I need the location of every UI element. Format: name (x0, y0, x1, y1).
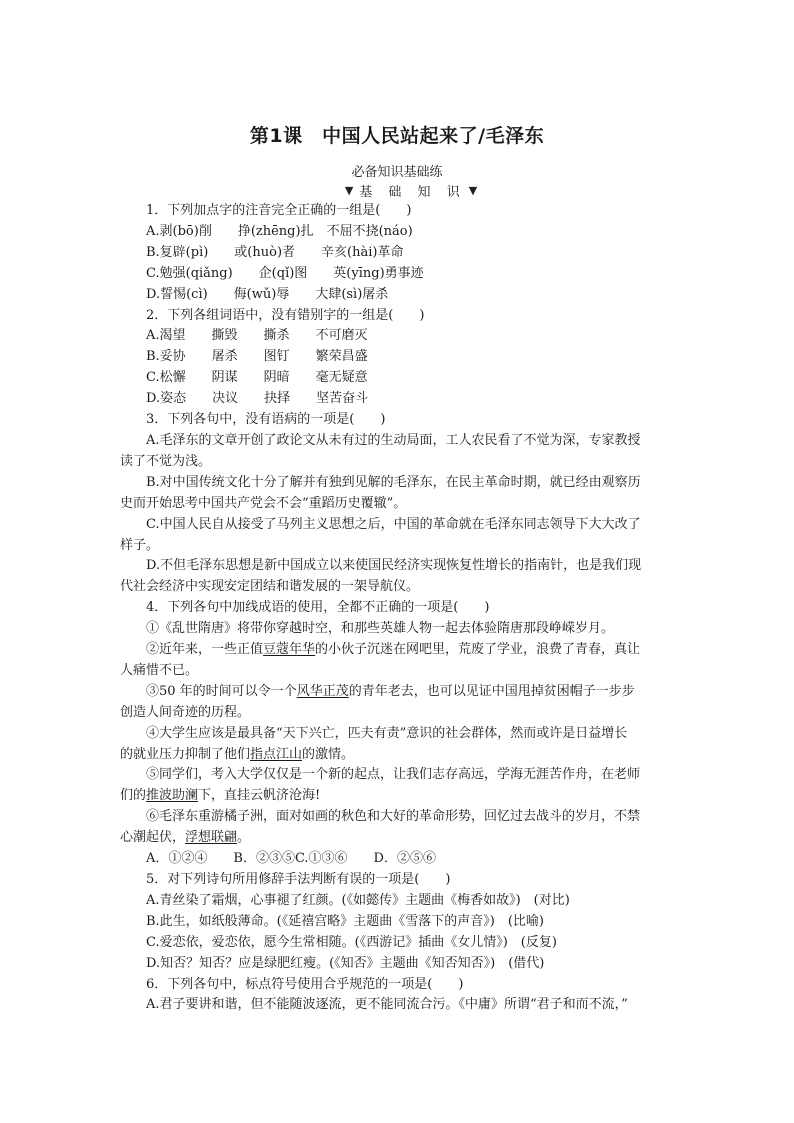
text-span: 的青年老去，也可以见证中国甩掉贫困帽子一步步 (348, 683, 635, 699)
q3-option-c-line2: 样子。 (120, 537, 160, 553)
q4-options: A．①②④ B．②③⑤C.①③⑥ D．②⑤⑥ (146, 851, 436, 867)
text-span: 下，直挂云帆济沧海! (198, 788, 321, 804)
q1-option-d: D.誓惕(cì) 侮(wǔ)辱 大肆(sì)屠杀 (146, 286, 389, 302)
q2-option-c: C.松懈 阴谋 阴暗 毫无疑意 (146, 370, 368, 386)
q3-option-d-line1: D.不但毛泽东思想是新中国成立以来使国民经济实现恢复性增长的指南针，也是我们现 (146, 558, 642, 574)
q4-sentence-2 (146, 640, 676, 661)
q5-option-c: C.爱恋依，爱恋依，愿今生常相随。(《西游记》插曲《女儿情》) (反复) (146, 934, 557, 950)
q5-stem: 5．对下列诗句所用修辞手法判断有误的一项是( ) (146, 872, 451, 887)
q2-stem: 2．下列各组词语中，没有错别字的一组是( ) (146, 307, 425, 323)
q4-sentence-6-cont (120, 828, 676, 849)
q2-option-d: D.姿态 决议 抉择 坚苦奋斗 (146, 391, 369, 407)
q3-option-d-line2: 代社会经济中实现安定团结和谐发展的一架导航仪。 (120, 579, 420, 595)
q1-option-a: A.剥(bō)削 挣(zhēng)扎 不屈不挠(náo) (146, 223, 413, 239)
text-span: 们的 (120, 788, 147, 804)
underlined-idiom: 推波助澜 (146, 788, 199, 804)
underlined-idiom: 指点江山 (250, 746, 303, 762)
text-span: 的就业压力抑制了他们 (120, 746, 251, 762)
q4-sentence-4: ④大学生应该是最具备“天下兴亡，匹夫有责”意识的社会群体，然而或许是日益增长 (146, 725, 628, 741)
q5-option-a: A.青丝染了霜烟，心事褪了红颜。(《如懿传》主题曲《梅香如故》) (对比) (146, 892, 570, 908)
q1-stem: 1．下列加点字的注音完全正确的一组是( ) (146, 203, 412, 218)
q3-option-b-line2: 史而开始思考中国共产党会不会“重蹈历史覆辙”。 (120, 495, 407, 511)
q3-option-a-line1: A.毛泽东的文章开创了政论文从未有过的生动局面，工人农民看了不觉为深，专家教授 (146, 432, 641, 448)
q1-option-b: B.复辟(pì) 或(huò)者 辛亥(hài)革命 (146, 244, 404, 260)
q4-sentence-3-cont: 创造人间奇迹的历程。 (120, 704, 251, 720)
q4-sentence-5-cont (120, 786, 676, 807)
q1-option-c: C.勉强(qiǎng) 企(qǐ)图 英(yīng)勇事迹 (146, 265, 424, 281)
underlined-idiom: 风华正茂 (296, 683, 349, 699)
section-subtitle: 必备知识基础练 (351, 165, 443, 180)
text-span: ③50 年的时间可以令一个 (146, 683, 297, 699)
q3-option-b-line1: B.对中国传统文化十分了解并有独到见解的毛泽东，在民主革命时期，就已经由观察历 (146, 474, 641, 490)
q6-option-a: A.君子要讲和谐，但不能随波逐流，更不能同流合污。《中庸》所谓“君子和而不流，” (146, 997, 628, 1013)
text-span: 的激情。 (302, 746, 355, 762)
triangle-down-icon: ▼ (468, 183, 478, 197)
q2-option-b: B.妥协 屠杀 图钉 繁荣昌盛 (146, 349, 368, 365)
q4-sentence-6: ⑥毛泽东重游橘子洲，面对如画的秋色和大好的革命形势，回忆过去战斗的岁月，不禁 (146, 809, 641, 825)
lesson-title: 第1课 中国人民站起来了/毛泽东 (249, 125, 545, 147)
q6-stem: 6．下列各句中，标点符号使用合乎规范的一项是( ) (146, 976, 464, 992)
section-banner-label: 基 础 知 识 (359, 184, 466, 200)
q4-sentence-1: ①《乱世隋唐》将带你穿越时空，和那些英雄人物一起去体验隋唐那段峥嵘岁月。 (146, 621, 615, 637)
question-list (120, 201, 676, 1016)
q3-option-a-line2: 读了不觉为浅。 (120, 453, 212, 469)
underlined-idiom: 浮想联翩 (185, 830, 238, 846)
q4-sentence-3 (146, 682, 676, 703)
text-span: 。 (237, 830, 251, 846)
underlined-idiom: 豆蔻年华 (263, 642, 316, 658)
q5-option-d: D.知否？知否？应是绿肥红瘦。(《知否》主题曲《知否知否》) (借代) (146, 955, 545, 971)
q4-sentence-4-cont (120, 745, 676, 766)
q5-option-b: B.此生，如纸般薄命。(《延禧宫略》主题曲《雪落下的声音》) (比喻) (146, 913, 544, 929)
triangle-down-icon: ▼ (344, 183, 354, 197)
text-span: 的小伙子沉迷在网吧里，荒废了学业，浪费了青春，真让 (315, 642, 641, 658)
q3-stem: 3．下列各句中，没有语病的一项是( ) (146, 412, 386, 428)
q2-option-a: A.渴望 撕毁 撕杀 不可磨灭 (146, 328, 368, 344)
text-span: 心潮起伏， (120, 830, 186, 846)
q4-sentence-5: ⑤同学们，考入大学仅仅是一个新的起点，让我们志存高远，学海无涯苦作舟，在老师 (146, 767, 641, 783)
text-span: ②近年来，一些正值 (146, 642, 264, 658)
q4-stem: 4．下列各句中加线成语的使用，全都不正确的一项是( ) (146, 600, 490, 616)
section-banner (340, 182, 482, 198)
q4-sentence-2-cont: 人痛惜不已。 (120, 662, 199, 678)
q3-option-c-line1: C.中国人民自从接受了马列主义思想之后，中国的革命就在毛泽东同志领导下大大改了 (146, 516, 641, 532)
